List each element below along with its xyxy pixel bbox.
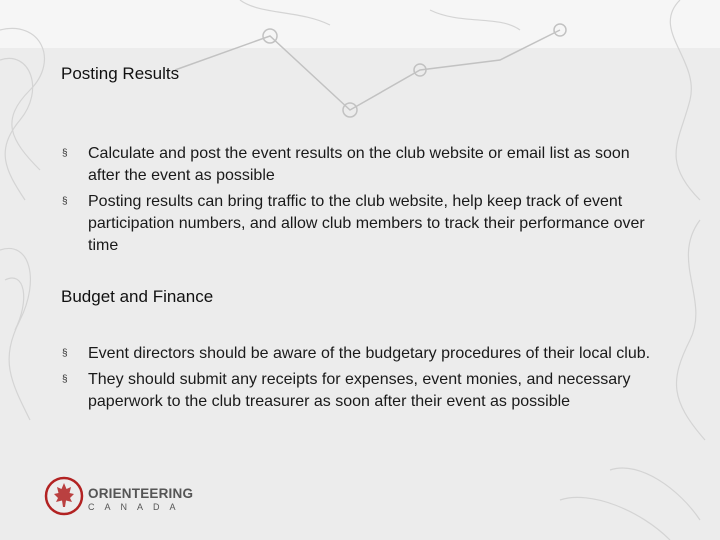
bullet-item <box>61 369 661 413</box>
logo-subtitle: CANADA <box>88 502 186 512</box>
bullet-marker: § <box>62 348 68 359</box>
orienteering-canada-logo <box>44 474 194 518</box>
section-title-posting-results: Posting Results <box>61 64 180 83</box>
bullet-item <box>61 191 661 257</box>
bullet-item <box>61 143 661 187</box>
section-title-budget-finance: Budget and Finance <box>61 287 214 306</box>
bullet-marker: § <box>62 374 68 385</box>
bullet-text: Posting results can bring traffic to the club website, help keep track of event participation numbers, and allow club members to track their performance over time <box>88 193 645 254</box>
bullet-text: Calculate and post the event results on the club website or email list as soon after the event as possible <box>88 145 630 184</box>
bullet-item <box>61 343 661 365</box>
bullet-text: They should submit any receipts for expenses, event monies, and necessary paperwork to the club treasurer as soon after their event as possible <box>88 371 631 410</box>
bullet-marker: § <box>62 148 68 159</box>
bullet-list-posting-results <box>61 143 661 261</box>
bullet-text: Event directors should be aware of the budgetary procedures of their local club. <box>88 345 651 362</box>
bullet-list-budget-finance <box>61 343 661 417</box>
bullet-marker: § <box>62 196 68 207</box>
logo-wordmark: ORIENTEERING <box>88 486 194 501</box>
maple-leaf-icon <box>44 476 84 516</box>
